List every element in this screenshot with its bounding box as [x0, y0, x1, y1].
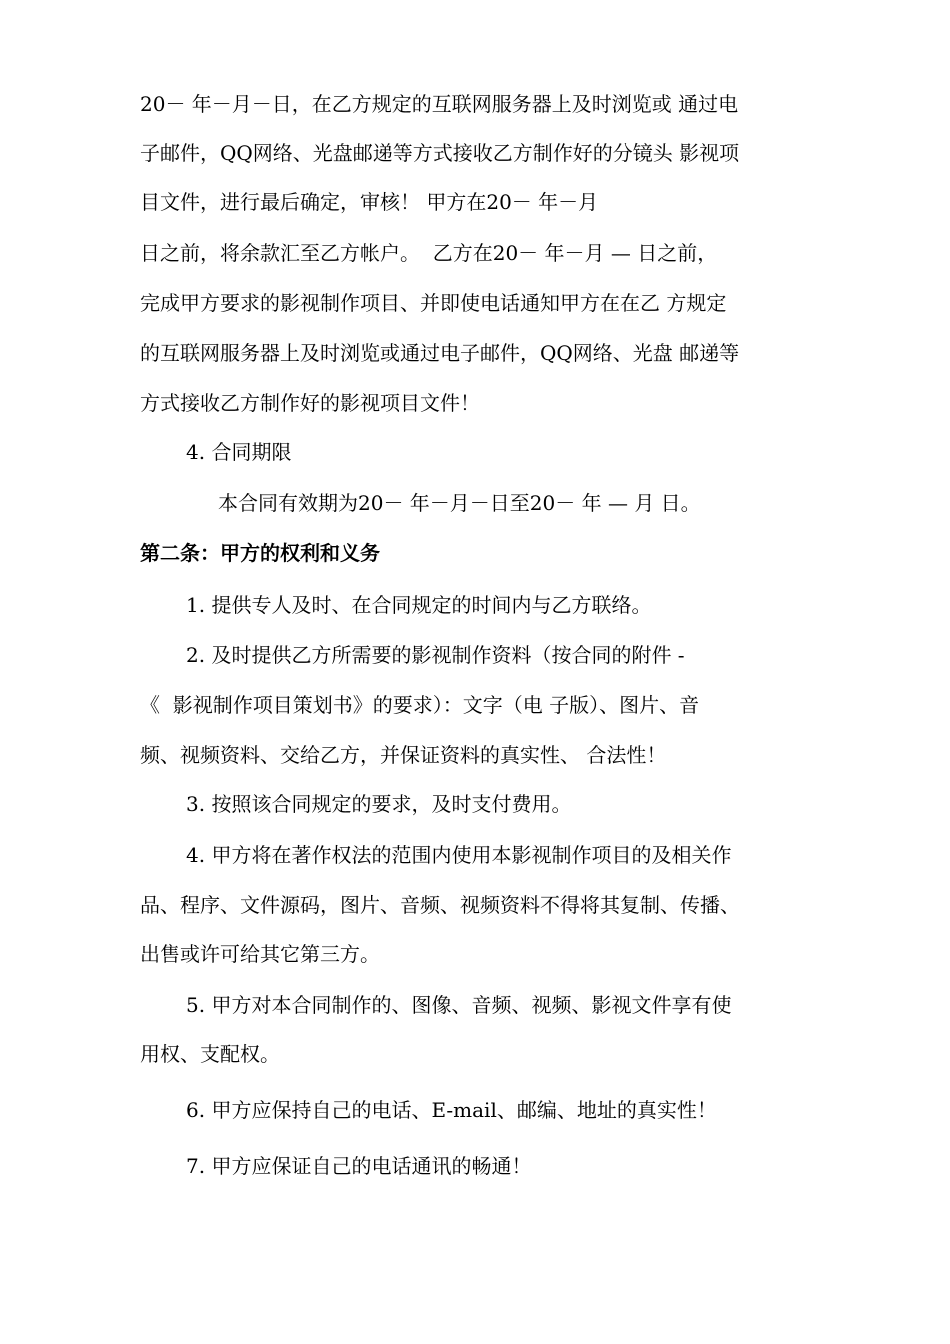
paragraph-line: 品、程序、文件源码，图片、音频、视频资料不得将其复制、传播、	[140, 893, 740, 917]
paragraph-line: 频、视频资料、交给乙方，并保证资料的真实性、 合法性！	[140, 743, 667, 767]
section-heading-contract-term: 4. 合同期限	[186, 440, 292, 464]
list-item: 7. 甲方应保证自己的电话通讯的畅通！	[186, 1154, 532, 1178]
paragraph-line: 的互联网服务器上及时浏览或通过电子邮件，QQ网络、光盘 邮递等	[140, 341, 740, 365]
list-item: 2. 及时提供乙方所需要的影视制作资料（按合同的附件 -	[186, 643, 685, 667]
paragraph-line: 20－ 年－月－日，在乙方规定的互联网服务器上及时浏览或 通过电	[140, 92, 739, 116]
article-heading: 第二条：甲方的权利和义务	[140, 541, 380, 565]
list-item: 5. 甲方对本合同制作的、图像、音频、视频、影视文件享有使	[186, 993, 732, 1017]
paragraph-line: 用权、支配权。	[140, 1042, 280, 1066]
paragraph-line: 出售或许可给其它第三方。	[140, 942, 380, 966]
paragraph-line: 目文件，进行最后确定，审核！ 甲方在20－ 年－月	[140, 190, 599, 214]
paragraph-line: 方式接收乙方制作好的影视项目文件！	[140, 391, 480, 415]
paragraph-line: 《 影视制作项目策划书》的要求）：文字（电 子版）、图片、音	[140, 693, 700, 717]
list-item: 3. 按照该合同规定的要求，及时支付费用。	[186, 792, 572, 816]
list-item: 6. 甲方应保持自己的电话、E-mail、邮编、地址的真实性！	[186, 1098, 717, 1122]
list-item: 4. 甲方将在著作权法的范围内使用本影视制作项目的及相关作	[186, 843, 732, 867]
list-item: 1. 提供专人及时、在合同规定的时间内与乙方联络。	[186, 593, 652, 617]
paragraph-line: 子邮件，QQ网络、光盘邮递等方式接收乙方制作好的分镜头 影视项	[140, 141, 740, 165]
paragraph-line: 本合同有效期为20－ 年－月－日至20－ 年 — 月 日。	[218, 491, 701, 515]
paragraph-line: 日之前，将余款汇至乙方帐户。 乙方在20－ 年－月 — 日之前，	[140, 241, 718, 265]
paragraph-line: 完成甲方要求的影视制作项目、并即使电话通知甲方在在乙 方规定	[140, 291, 727, 315]
